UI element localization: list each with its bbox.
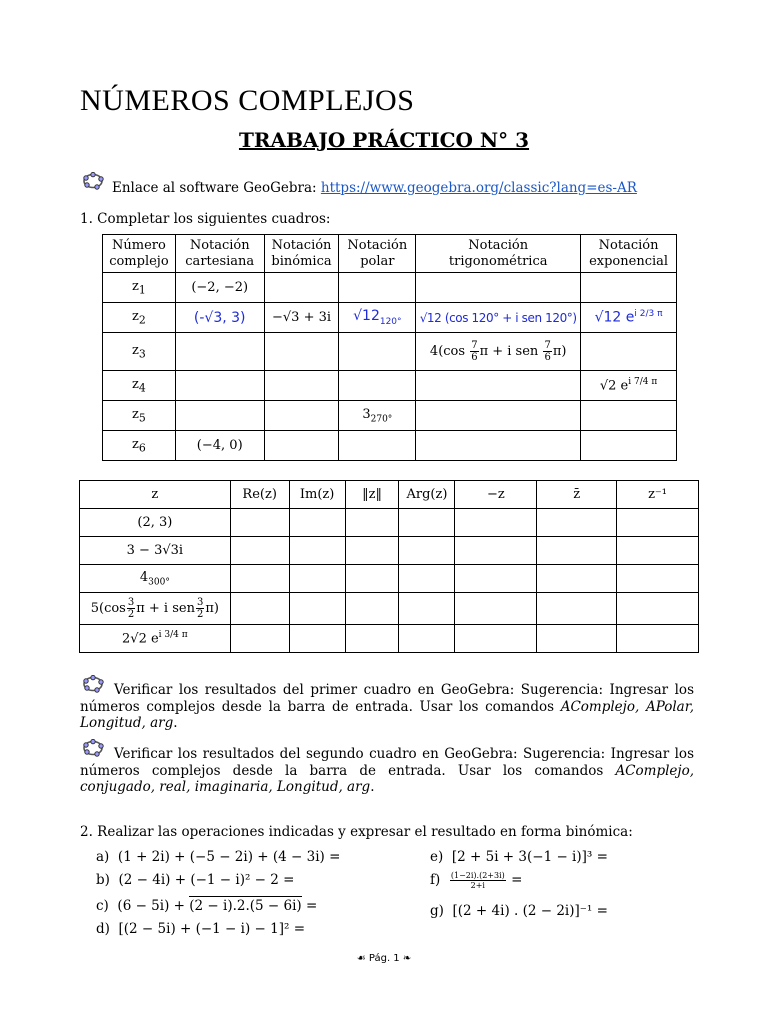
cell-z: (2, 3) — [80, 509, 231, 537]
operation-d: d) [(2 − 5i) + (−1 − i) − 1]² = — [96, 921, 306, 937]
cell-z: 2√2 $e^{i 3/4 \pi}$ — [80, 625, 231, 653]
handwritten-exp: √12 $e^{i 2/3 \pi}$ — [581, 303, 677, 333]
header-cell: z⁻¹ — [617, 481, 699, 509]
header-cell: Arg(z) — [399, 481, 455, 509]
page-subtitle: TRABAJO PRÁCTICO N° 3 — [238, 128, 530, 152]
cell-polar — [339, 333, 416, 371]
cell-binomica — [264, 401, 339, 431]
table-row — [103, 303, 677, 333]
fleuron-left-icon: ☙ — [356, 953, 366, 964]
verify-paragraph-2: Verificar los resultados del segundo cuadro en GeoGebra: Sugerencia: Ingresar los números complejos desde la barra de entrada. Usar los comandos AComplejo, conjugado, real, imaginaria, Longitud, arg. — [80, 746, 694, 795]
table-row — [103, 333, 677, 371]
cell-trig — [416, 431, 581, 461]
table-row — [103, 273, 677, 303]
header-cell: −z — [455, 481, 537, 509]
cell-trig — [416, 273, 581, 303]
cell-exp — [581, 333, 677, 371]
operation-g: g) [(2 + 4i) . (2 − 2i)]⁻¹ = — [430, 903, 608, 919]
header-cell: Notación trigonométrica — [416, 235, 581, 273]
geogebra-link[interactable]: https://www.geogebra.org/classic?lang=es-AR — [320, 180, 637, 196]
table-header-row — [80, 481, 699, 509]
cell-cartesiana — [175, 371, 264, 401]
header-cell: ‖z‖ — [345, 481, 399, 509]
cell-binomica — [264, 431, 339, 461]
header-cell: Número complejo — [103, 235, 176, 273]
table-row — [103, 401, 677, 431]
header-cell: Notación exponencial — [581, 235, 677, 273]
notation-table — [102, 234, 677, 461]
handwritten-cartesiana: (-√3, 3) — [175, 303, 264, 333]
header-cell: Notación cartesiana — [175, 235, 264, 273]
header-cell: Notación polar — [339, 235, 416, 273]
header-cell: Re(z) — [230, 481, 289, 509]
handwritten-polar: $√12_{120^\circ}$ — [339, 303, 416, 333]
table-row — [103, 371, 677, 401]
cell-z: 3 − 3√3i — [80, 537, 231, 565]
cell-polar — [339, 431, 416, 461]
cell-binomica — [264, 273, 339, 303]
operation-a: a) (1 + 2i) + (−5 − 2i) + (4 − 3i) = — [96, 849, 341, 865]
operation-e: e) [2 + 5i + 3(−1 − i)]³ = — [430, 849, 608, 865]
geogebra-icon — [82, 172, 104, 194]
cell-polar: $3_{270^\circ}$ — [339, 401, 416, 431]
cell-polar — [339, 273, 416, 303]
link-line — [112, 180, 637, 196]
page-number: Pág. 1 — [368, 953, 400, 964]
cell-cartesiana: (−2, −2) — [175, 273, 264, 303]
cell-trig — [416, 401, 581, 431]
cell-exp — [581, 401, 677, 431]
table-row — [80, 593, 699, 625]
row-label: $z_4$ — [103, 371, 176, 401]
row-label: $z_6$ — [103, 431, 176, 461]
cell-cartesiana — [175, 333, 264, 371]
section2-heading: 2. Realizar las operaciones indicadas y expresar el resultado en forma binómica: — [80, 824, 633, 840]
row-label: $z_1$ — [103, 273, 176, 303]
link-prefix: Enlace al software GeoGebra: — [112, 180, 321, 196]
operation-c: c) (6 − 5i) + (2 − i).2.(5 − 6i) = — [96, 898, 318, 914]
cell-polar — [339, 371, 416, 401]
cell-binomica — [264, 371, 339, 401]
cell-binomica — [264, 333, 339, 371]
section1-heading: 1. Completar los siguientes cuadros: — [80, 211, 331, 227]
properties-table — [79, 480, 699, 653]
table-row — [80, 565, 699, 593]
operation-b: b) (2 − 4i) + (−1 − i)² − 2 = — [96, 872, 295, 888]
table-row — [80, 537, 699, 565]
cell-exp — [581, 273, 677, 303]
cell-exp — [581, 431, 677, 461]
fleuron-right-icon: ❧ — [402, 953, 412, 964]
page-title: NÚMEROS COMPLEJOS — [80, 84, 415, 117]
cell-cartesiana — [175, 401, 264, 431]
page-footer — [0, 953, 768, 964]
table-header-row — [103, 235, 677, 273]
cell-trig — [416, 371, 581, 401]
header-cell: Im(z) — [289, 481, 345, 509]
row-label: $z_5$ — [103, 401, 176, 431]
cell-trig: 4(cos $\frac{7}{6}$ π + i sen $\frac{7}{6}$ π) — [416, 333, 581, 371]
operation-f: f) $\frac{(1-2i).(2+3i)}{2+i}$ = — [430, 871, 523, 890]
handwritten-trig: √12 (cos 120° + i sen 120°) — [416, 303, 581, 333]
cell-z: 5(cos $\frac{3}{2}$ π + i sen $\frac{3}{2}$ π) — [80, 593, 231, 625]
cell-exp: √2 $e^{i 7/4 \pi}$ — [581, 371, 677, 401]
header-cell: z̄ — [537, 481, 617, 509]
table-row — [103, 431, 677, 461]
row-label: $z_2$ — [103, 303, 176, 333]
cell-z: $4_{300^\circ}$ — [80, 565, 231, 593]
verify-paragraph-1: Verificar los resultados del primer cuadro en GeoGebra: Sugerencia: Ingresar los números complejos desde la barra de entrada. Usar los comandos AComplejo, APolar, Longitud, arg. — [80, 682, 694, 731]
header-cell: Notación binómica — [264, 235, 339, 273]
cell-binomica: −√3 + 3i — [264, 303, 339, 333]
table-row — [80, 509, 699, 537]
header-cell: z — [80, 481, 231, 509]
cell-cartesiana: (−4, 0) — [175, 431, 264, 461]
row-label: $z_3$ — [103, 333, 176, 371]
table-row — [80, 625, 699, 653]
